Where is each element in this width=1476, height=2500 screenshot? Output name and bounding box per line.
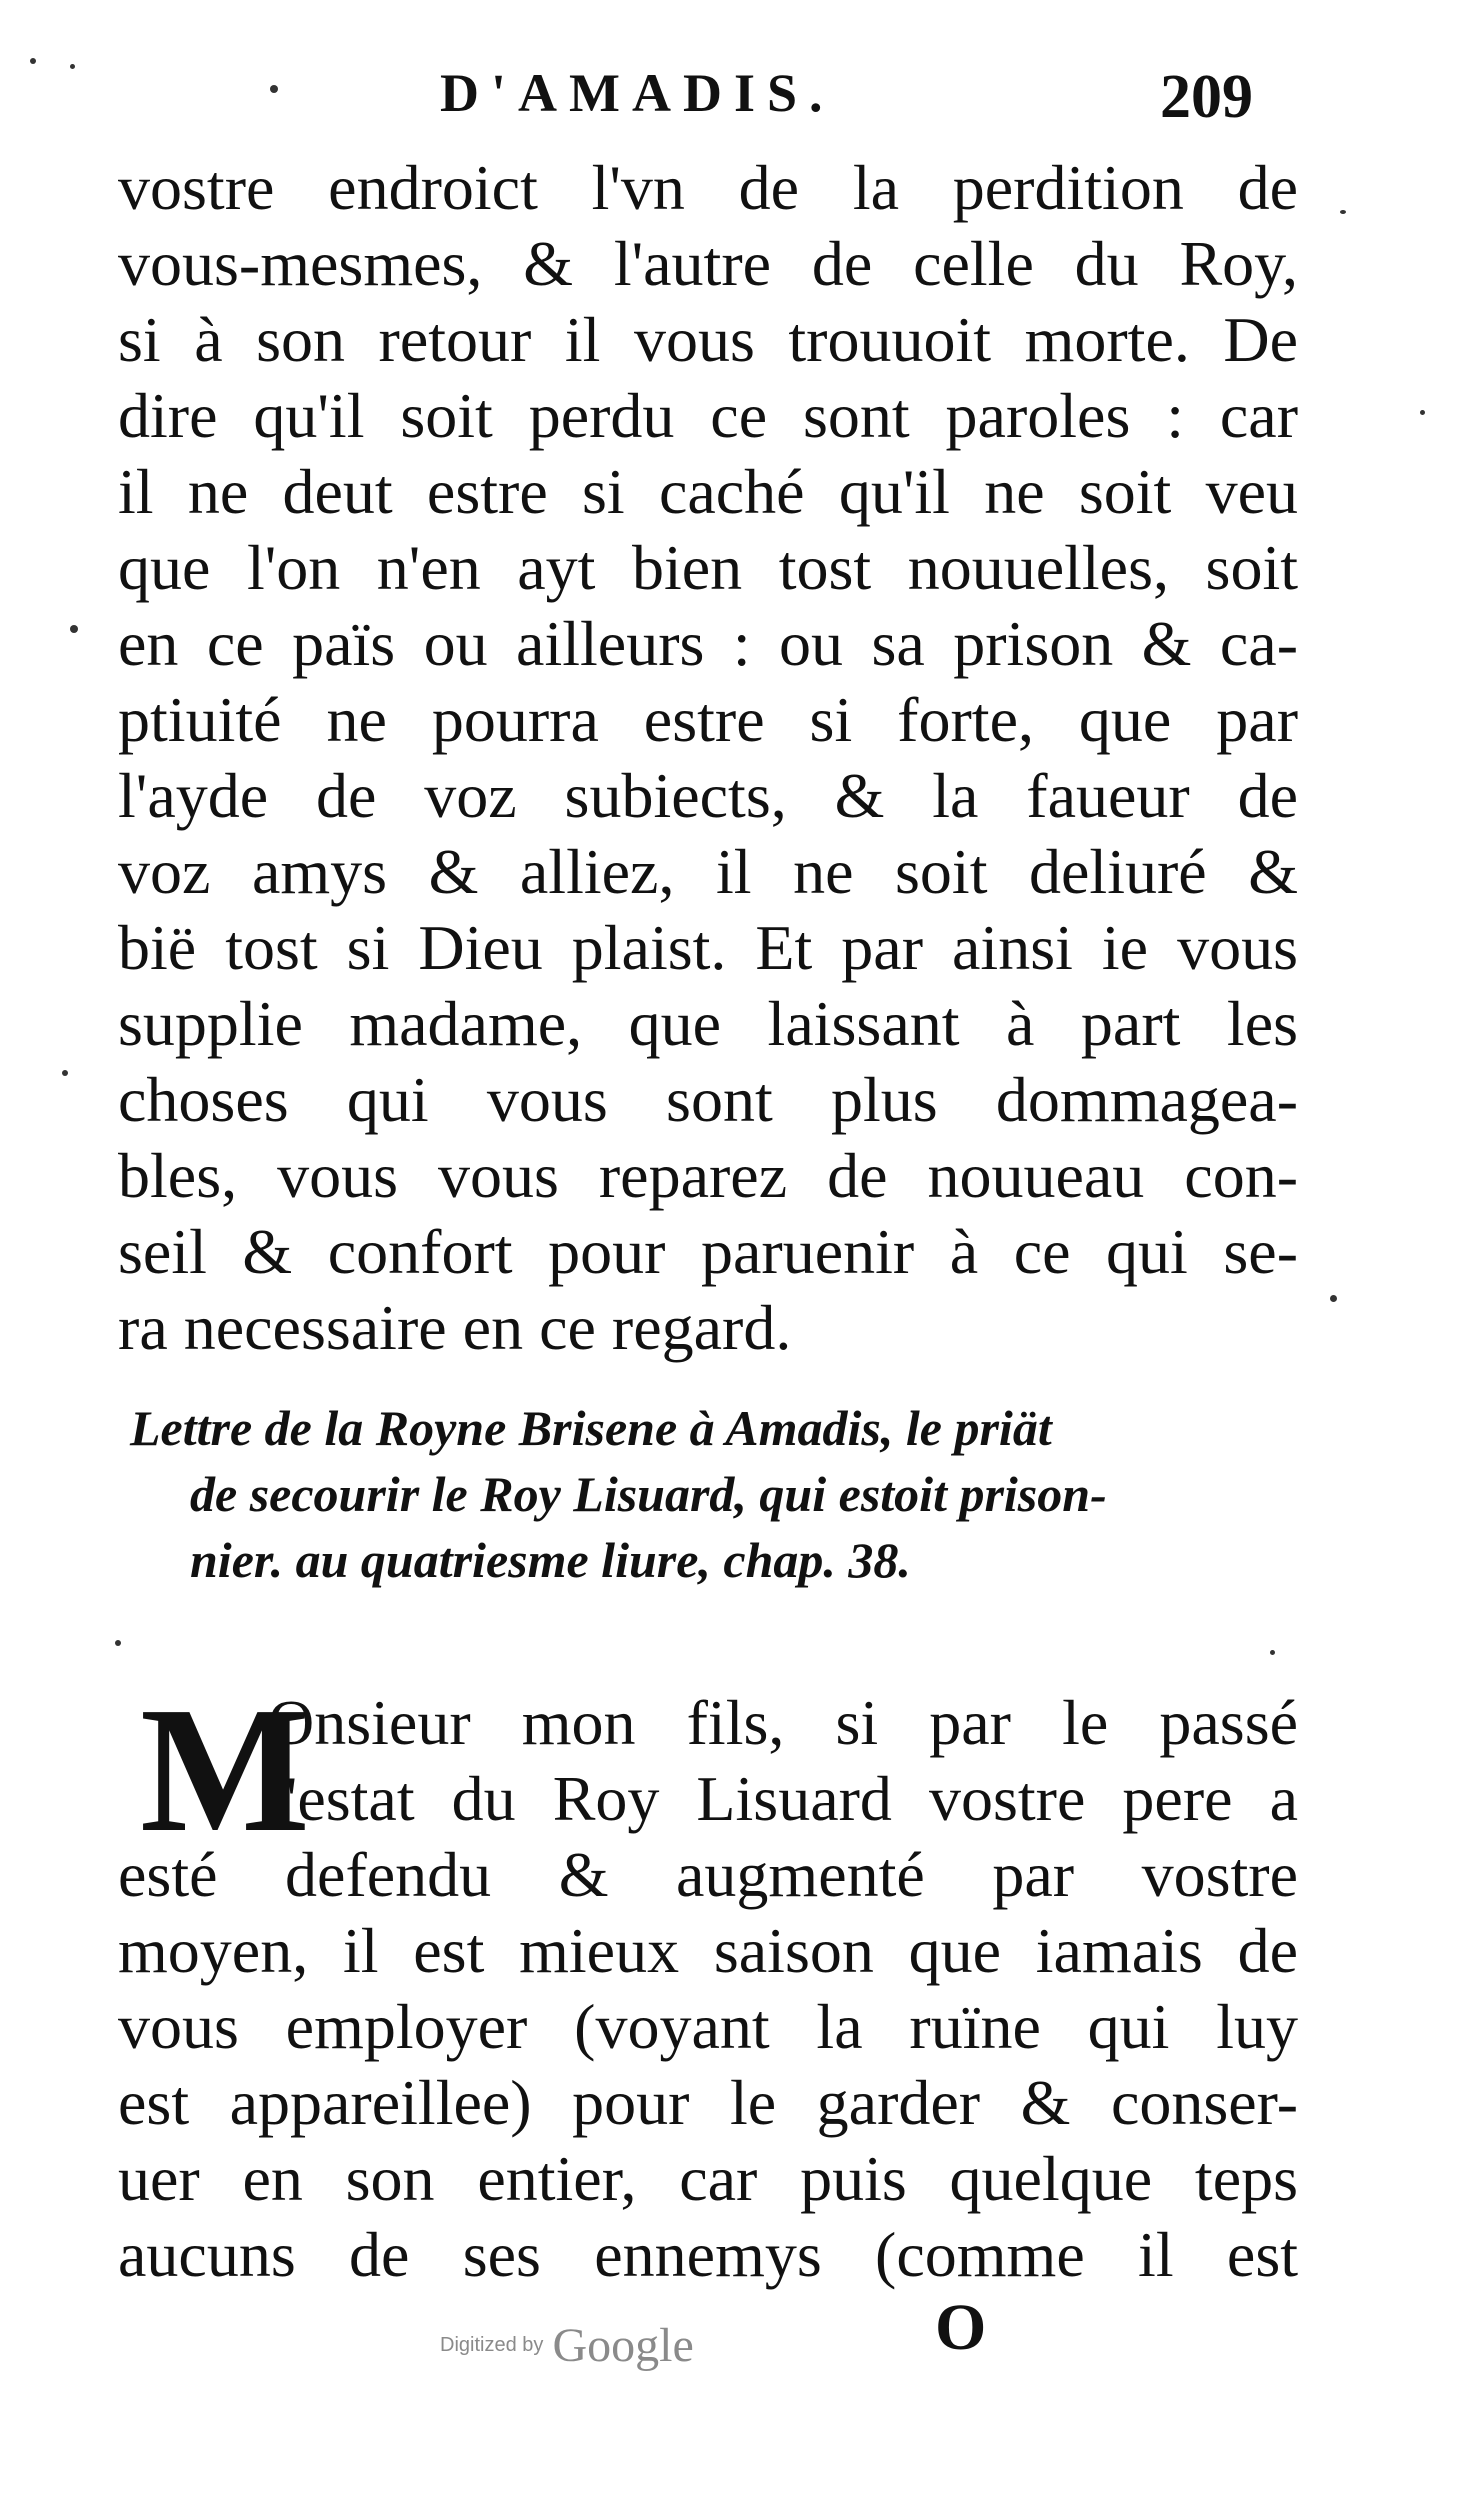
scan-speck	[1330, 1295, 1337, 1302]
text-line: esté defendu & augmenté par vostre	[118, 1839, 1298, 1910]
heading-line: Lettre de la Royne Brisene à Amadis, le priät	[130, 1400, 1052, 1456]
text-line: uer en son entier, car puis quelque teps	[118, 2143, 1298, 2214]
scan-speck	[62, 1070, 68, 1076]
heading-line: de secourir le Roy Lisuard, qui estoit prison-	[190, 1466, 1107, 1522]
heading-line: nier. au quatriesme liure, chap. 38.	[190, 1532, 911, 1588]
text-line: supplie madame, que laissant à part les	[118, 988, 1298, 1059]
text-line: l'estat du Roy Lisuard vostre pere a	[268, 1763, 1298, 1834]
running-head	[0, 62, 1476, 142]
text-line: vous employer (voyant la ruïne qui luy	[118, 1991, 1298, 2062]
digitized-watermark	[440, 2318, 694, 2373]
text-line: dire qu'il soit perdu ce sont paroles : car	[118, 380, 1298, 451]
text-line: vous-mesmes, & l'autre de celle du Roy,	[118, 228, 1298, 299]
text-line: Onsieur mon fils, si par le passé	[268, 1687, 1298, 1758]
catchword: O	[935, 2291, 987, 2364]
text-line: est appareillee) pour le garder & conser-	[118, 2067, 1298, 2138]
scan-speck	[1270, 1650, 1275, 1655]
drop-cap: M	[140, 1670, 310, 1869]
text-line: ra necessaire en ce regard.	[118, 1292, 792, 1363]
scan-speck	[70, 625, 78, 633]
letter-heading	[130, 1395, 1300, 1593]
text-line: choses qui vous sont plus dommagea-	[118, 1064, 1298, 1135]
page-number: 209	[1160, 63, 1253, 131]
running-title: D'AMADIS.	[440, 63, 835, 123]
text-line: aucuns de ses ennemys (comme il est	[118, 2219, 1298, 2290]
text-line: il ne deut estre si caché qu'il ne soit veu	[118, 456, 1298, 527]
text-line: vostre endroict l'vn de la perdition de	[118, 152, 1298, 223]
text-line: ptiuité ne pourra estre si forte, que par	[118, 684, 1298, 755]
text-line: voz amys & alliez, il ne soit deliuré &	[118, 836, 1298, 907]
text-line: moyen, il est mieux saison que iamais de	[118, 1915, 1298, 1986]
letter-body	[118, 1670, 1298, 2293]
text-line: l'ayde de voz subiects, & la faueur de	[118, 760, 1298, 831]
scan-speck	[30, 58, 36, 64]
body-text	[118, 150, 1298, 1366]
text-line: bië tost si Dieu plaist. Et par ainsi ie vous	[118, 912, 1298, 983]
scan-speck	[70, 64, 75, 69]
text-line: seil & confort pour paruenir à ce qui se-	[118, 1216, 1298, 1287]
text-line: si à son retour il vous trouuoit morte. De	[118, 304, 1298, 375]
text-line: que l'on n'en ayt bien tost nouuelles, soit	[118, 532, 1298, 603]
scan-speck	[270, 85, 278, 93]
scan-speck	[115, 1640, 121, 1646]
scan-speck	[1420, 410, 1425, 415]
text-line: en ce païs ou ailleurs : ou sa prison & ca-	[118, 608, 1298, 679]
google-logo: Google	[552, 2319, 694, 2372]
text-line: bles, vous vous reparez de nouueau con-	[118, 1140, 1298, 1211]
watermark-prefix: Digitized by	[440, 2334, 544, 2356]
scan-speck	[1340, 210, 1346, 214]
